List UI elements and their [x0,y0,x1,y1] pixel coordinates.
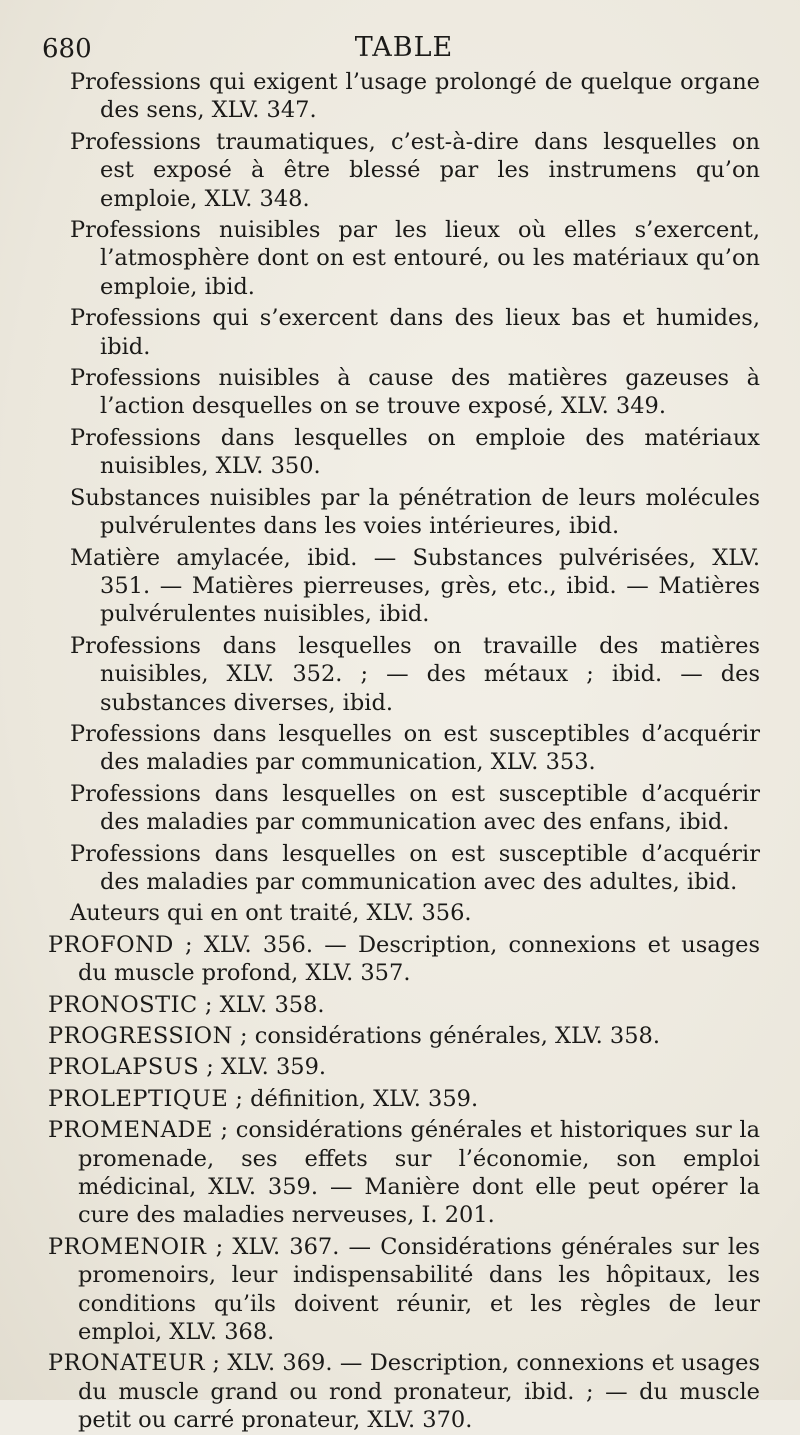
index-entry: Professions qui s’exercent dans des lieux bas et humides, ibid. [70,305,760,360]
running-title: TABLE [354,32,454,63]
entry-headword: PROMENOIR [48,1233,207,1260]
index-entry: Substances nuisibles par la pénétration de leurs molécules pulvérulentes dans les voies intérieures, ibid. [70,484,760,540]
index-entry: Professions nuisibles à cause des matières gazeuses à l’action desquelles on se trouve exposé, XLV. 349. [70,365,760,420]
index-entry: Professions dans lesquelles on est susceptibles d’acquérir des maladies par communication, XLV. 353. [70,720,760,776]
index-entry: Auteurs qui en ont traité, XLV. 356. [70,900,472,927]
index-entry: Professions dans lesquelles on est susceptible d’acquérir des maladies par communication avec des enfans, ibid. [70,780,760,836]
index-entry: Professions dans lesquelles on emploie des matériaux nuisibles, XLV. 350. [70,424,760,480]
index-entry: Professions nuisibles par les lieux où elles s’exercent, l’atmosphère dont on est entouré, ou les matériaux qu’on emploie, ibid. [70,217,760,300]
index-entry-main: PRONOSTIC ; XLV. 358. [48,991,325,1018]
index-entry-main: PROMENADE ; considérations générales et historiques sur la promenade, ses effets sur l’économie, son emploi médicinal, XLV. 359. — Manière dont elle peut opérer la cure des maladies nerveuses, I. 201. [48,1117,760,1229]
index-entry-main: PRONATEUR ; XLV. 369. — Description, connexions et usages du muscle grand ou rond pronateur, ibid. ; — du muscle petit ou carré pronateur, XLV. 370. [48,1350,760,1434]
entry-headword: PROGRESSION [48,1023,233,1049]
index-entry: Professions dans lesquelles on travaille des matières nuisibles, XLV. 352. ; — des métaux ; ibid. — des substances diverses, ibid. [70,632,760,716]
page-number: 680 [42,34,92,64]
page-header [42,30,760,68]
index-entry-main: PROLAPSUS ; XLV. 359. [48,1054,327,1081]
index-entry-main: PROLEPTIQUE ; définition, XLV. 359. [48,1085,479,1112]
index-entries [48,68,760,1435]
index-entry: Professions qui exigent l’usage prolongé de quelque organe des sens, XLV. 347. [70,69,760,124]
entry-headword: PROLAPSUS [48,1054,200,1081]
entry-headword: PRONATEUR [48,1350,206,1377]
index-entry: Professions dans lesquelles on est susceptible d’acquérir des maladies par communication avec des adultes, ibid. [70,840,760,895]
index-entry-main: PROFOND ; XLV. 356. — Description, connexions et usages du muscle profond, XLV. 357. [48,931,760,987]
entry-headword: PROMENADE [48,1117,213,1144]
entry-headword: PROLEPTIQUE [48,1085,229,1112]
index-entry: Matière amylacée, ibid. — Substances pulvérisées, XLV. 351. — Matières pierreuses, grès, etc., ibid. — Matières pulvérulentes nuisibles, ibid. [70,544,760,628]
index-entry-main: PROMENOIR ; XLV. 367. — Considérations générales sur les promenoirs, leur indispensabilité dans les hôpitaux, les conditions qu’ils doivent réunir, et les règles de leur emploi, XLV. 368. [48,1233,760,1346]
entry-headword: PRONOSTIC [48,991,198,1018]
index-entry: Professions traumatiques, c’est-à-dire dans lesquelles on est exposé à être blessé par les instrumens qu’on emploie, XLV. 348. [70,128,760,212]
entry-headword: PROFOND [48,931,174,958]
index-entry-main: PROGRESSION ; considérations générales, XLV. 358. [48,1023,661,1049]
